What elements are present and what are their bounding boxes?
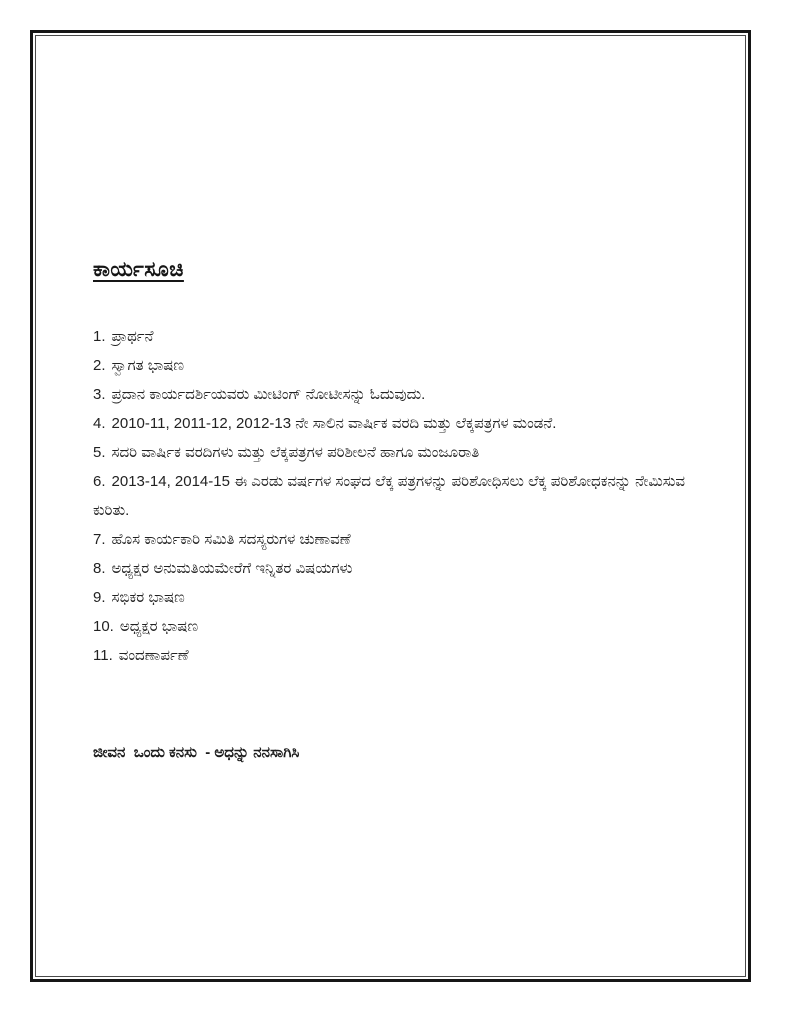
agenda-item-text: 2010-11, 2011-12, 2012-13 ನೇ ಸಾಲಿನ ವಾರ್ಷಿಕ ವರದಿ ಮತ್ತು ಲೆಕ್ಕಪತ್ರಗಳ ಮಂಡನೆ. <box>111 415 557 432</box>
agenda-item-number: 2. <box>93 357 106 374</box>
agenda-item-number: 7. <box>93 531 106 548</box>
agenda-item-text: 2013-14, 2014-15 ಈ ಎರಡು ವರ್ಷಗಳ ಸಂಘದ ಲೆಕ್ಕ ಪತ್ರಗಳನ್ನು ಪರಿಶೋಧಿಸಲು ಲೆಕ್ಕ ಪರಿಶೋಧಕನನ್ನು ನೇಮಿಸುವ ಕುರಿತು. <box>93 473 686 519</box>
agenda-item <box>93 583 718 612</box>
page-title: ಕಾರ್ಯಸೂಚಿ <box>93 258 184 281</box>
agenda-item-number: 4. <box>93 415 106 432</box>
agenda-item <box>93 467 718 525</box>
agenda-item-number: 9. <box>93 589 106 606</box>
agenda-item <box>93 554 718 583</box>
agenda-item-number: 11. <box>93 647 113 664</box>
agenda-item <box>93 380 718 409</box>
agenda-item-text: ವಂದಣಾರ್ಪಣೆ <box>118 647 189 664</box>
agenda-item-number: 1. <box>93 328 106 345</box>
motto-line: ಜೀವನ ಒಂದು ಕನಸು - ಅಧನ್ನು ನನಸಾಗಿಸಿ <box>93 744 300 761</box>
agenda-item-text: ಸದರಿ ವಾರ್ಷಿಕ ವರದಿಗಳು ಮತ್ತು ಲೆಕ್ಕಪತ್ರಗಳ ಪರಿಶೀಲನೆ ಹಾಗೂ ಮಂಜೂರಾತಿ <box>111 444 480 461</box>
agenda-item-number: 3. <box>93 386 106 403</box>
agenda-item-text: ಸಭಿಕರ ಭಾಷಣ <box>111 589 185 606</box>
agenda-item-text: ಪ್ರದಾನ ಕಾರ್ಯದರ್ಶಿಯವರು ಮೀಟಿಂಗ್ ನೋಟೀಸನ್ನು ಓದುವುದು. <box>111 386 426 403</box>
agenda-item <box>93 641 718 670</box>
agenda-item <box>93 525 718 554</box>
agenda-item-number: 10. <box>93 618 114 635</box>
agenda-item-text: ಹೊಸ ಕಾರ್ಯಕಾರಿ ಸಮಿತಿ ಸದಸ್ಯರುಗಳ ಚುಣಾವಣೆ <box>111 531 351 548</box>
agenda-item-number: 6. <box>93 473 106 490</box>
agenda-item <box>93 351 718 380</box>
agenda-item <box>93 612 718 641</box>
agenda-item-text: ಸ್ವಾಗತ ಭಾಷಣ <box>111 357 185 374</box>
agenda-item-number: 8. <box>93 560 106 577</box>
agenda-item <box>93 438 718 467</box>
agenda-item <box>93 322 718 351</box>
agenda-item-text: ಪ್ರಾರ್ಥನೆ <box>111 328 154 345</box>
agenda-item-text: ಅಧ್ಯಕ್ಷರ ಭಾಷಣ <box>119 618 199 635</box>
page-content <box>93 0 718 761</box>
agenda-item-text: ಅಧ್ಯಕ್ಷರ ಅನುಮತಿಯಮೇರೆಗೆ ಇನ್ನಿತರ ವಿಷಯಗಳು <box>111 560 353 577</box>
agenda-item-number: 5. <box>93 444 106 461</box>
agenda-list <box>93 322 718 670</box>
agenda-item <box>93 409 718 438</box>
